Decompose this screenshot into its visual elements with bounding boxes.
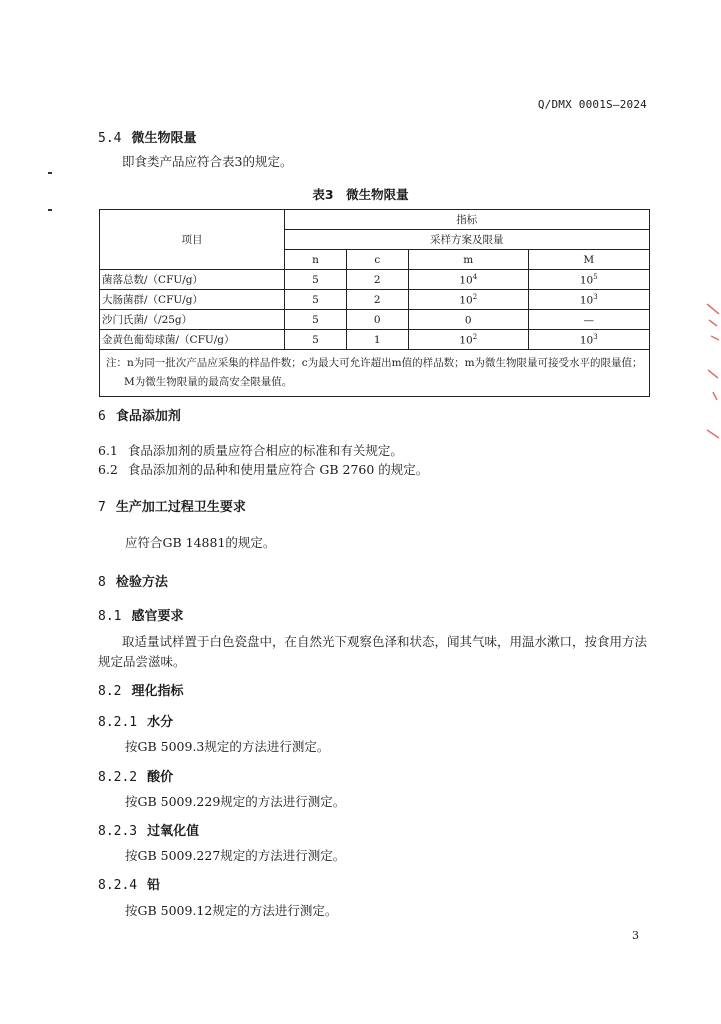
row-name: 金黄色葡萄球菌/（CFU/g） bbox=[100, 330, 285, 350]
row-name: 沙门氏菌/（/25g） bbox=[100, 310, 285, 330]
section-6-2: 6.2 食品添加剂的品种和使用量应符合 GB 2760 的规定。 bbox=[98, 462, 429, 477]
row-name: 菌落总数/（CFU/g） bbox=[100, 270, 285, 290]
header-c: c bbox=[346, 250, 408, 270]
row-c: 2 bbox=[346, 270, 408, 290]
section-8-2-1-heading: 8.2.1 水分 bbox=[98, 715, 174, 730]
row-M: $10^3$ bbox=[528, 330, 649, 350]
section-5-4-heading: 5.4 微生物限量 bbox=[98, 131, 197, 146]
section-8-2-4-heading: 8.2.4 铅 bbox=[98, 878, 161, 893]
section-8-2-heading: 8.2 理化指标 bbox=[98, 684, 184, 699]
row-name: 大肠菌群/（CFU/g） bbox=[100, 290, 285, 310]
row-m: 0 bbox=[408, 310, 528, 330]
standard-code: Q/DMX 0001S—2024 bbox=[537, 98, 647, 111]
table-note bbox=[100, 350, 650, 397]
row-m: $10^2$ bbox=[408, 330, 528, 350]
seal-stamp-fragment bbox=[705, 300, 721, 453]
margin-mark bbox=[48, 209, 52, 211]
table-row bbox=[100, 330, 650, 350]
section-7-heading: 7 生产加工过程卫生要求 bbox=[98, 500, 246, 515]
row-M: $10^5$ bbox=[528, 270, 649, 290]
margin-mark bbox=[48, 172, 52, 174]
row-M: — bbox=[528, 310, 649, 330]
section-8-2-3-heading: 8.2.3 过氧化值 bbox=[98, 824, 200, 839]
section-5-4-text: 即食类产品应符合表3的规定。 bbox=[122, 154, 293, 169]
row-n: 5 bbox=[285, 310, 347, 330]
section-6-1: 6.1 食品添加剂的质量应符合相应的标准和有关规定。 bbox=[98, 443, 403, 458]
table-row bbox=[100, 270, 650, 290]
section-8-2-3-text: 按GB 5009.227规定的方法进行测定。 bbox=[125, 848, 346, 863]
section-8-2-2-text: 按GB 5009.229规定的方法进行测定。 bbox=[125, 794, 346, 809]
header-sampling: 采样方案及限量 bbox=[285, 230, 650, 250]
row-m: $10^4$ bbox=[408, 270, 528, 290]
table-note-line1: 注：n为同一批次产品应采集的样品件数；c为最大可允许超出m值的样品数；m为微生物限量可接受水平的限量值； bbox=[106, 357, 643, 369]
header-M: M bbox=[528, 250, 649, 270]
row-n: 5 bbox=[285, 330, 347, 350]
section-8-2-2-heading: 8.2.2 酸价 bbox=[98, 770, 174, 785]
header-item: 项目 bbox=[100, 210, 285, 270]
table-3-title: 表3 微生物限量 bbox=[312, 187, 409, 202]
section-6-heading: 6 食品添加剂 bbox=[98, 409, 181, 424]
section-8-heading: 8 检验方法 bbox=[98, 575, 168, 590]
header-index: 指标 bbox=[285, 210, 650, 230]
section-8-1-heading: 8.1 感官要求 bbox=[98, 609, 184, 624]
row-c: 0 bbox=[346, 310, 408, 330]
row-M: $10^3$ bbox=[528, 290, 649, 310]
header-m: m bbox=[408, 250, 528, 270]
microbial-limit-table bbox=[99, 209, 650, 397]
section-8-2-1-text: 按GB 5009.3规定的方法进行测定。 bbox=[125, 739, 330, 754]
page-number: 3 bbox=[632, 929, 639, 942]
header-n: n bbox=[285, 250, 347, 270]
table-note-line2: M为微生物限量的最高安全限量值。 bbox=[124, 376, 293, 388]
row-c: 1 bbox=[346, 330, 408, 350]
section-8-1-text: 取适量试样置于白色瓷盘中，在自然光下观察色泽和状态，闻其气味，用温水漱口，按食用方法规定品尝滋味。 bbox=[98, 634, 648, 669]
row-n: 5 bbox=[285, 270, 347, 290]
table-row bbox=[100, 290, 650, 310]
section-8-2-4-text: 按GB 5009.12规定的方法进行测定。 bbox=[125, 903, 338, 918]
row-n: 5 bbox=[285, 290, 347, 310]
section-7-text: 应符合GB 14881的规定。 bbox=[125, 535, 276, 550]
row-c: 2 bbox=[346, 290, 408, 310]
table-row bbox=[100, 310, 650, 330]
row-m: $10^2$ bbox=[408, 290, 528, 310]
